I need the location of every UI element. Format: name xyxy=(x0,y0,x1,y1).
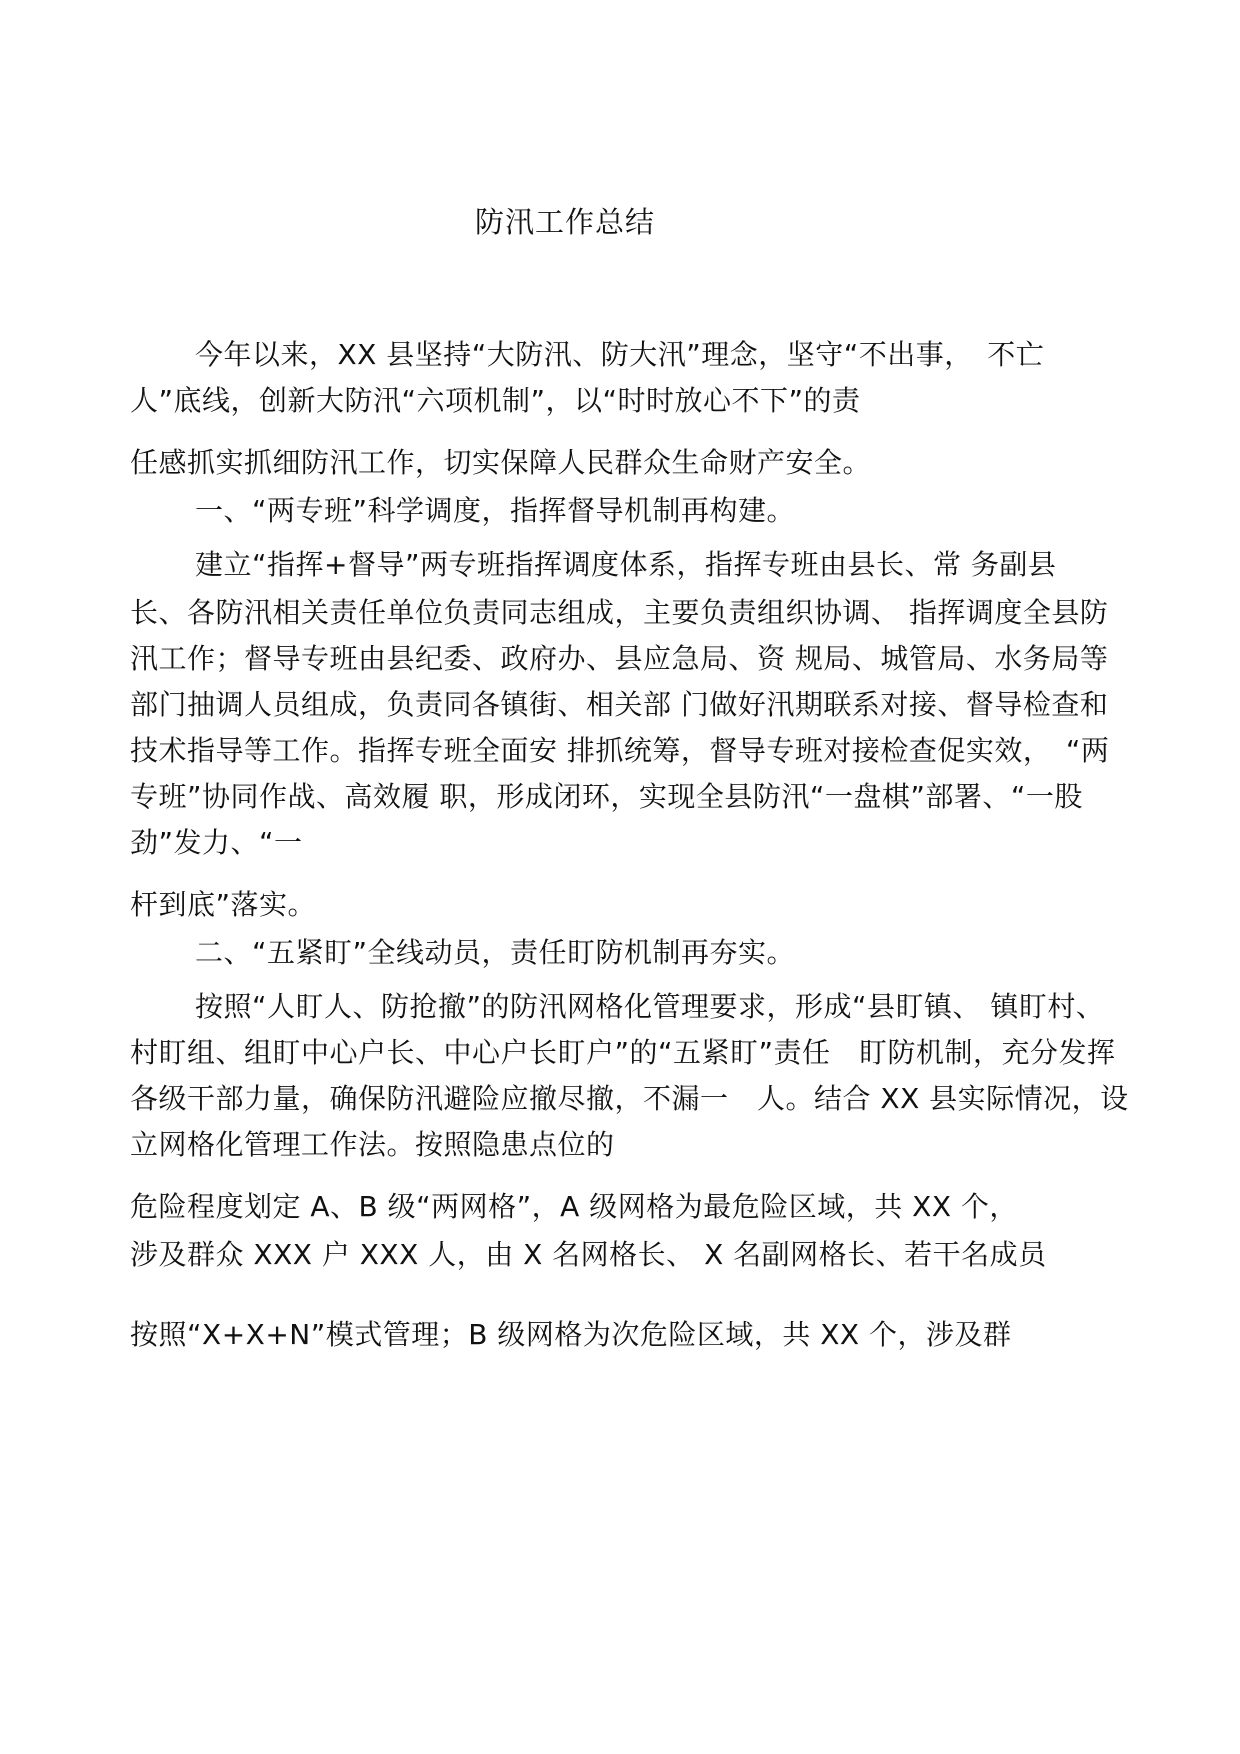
paragraph-line: 按照“人盯人、防抢撤”的防汛网格化管理要求，形成“县盯镇、 镇盯村、 xyxy=(195,990,1105,1023)
paragraph-line: 按照“X+X+N”模式管理；B 级网格为次危险区域，共 XX 个，涉及群 xyxy=(130,1318,1012,1351)
paragraph-line: 杆到底”落实。 xyxy=(130,888,317,921)
paragraph-line: 人”底线，创新大防汛“六项机制”，以“时时放心不下”的责 xyxy=(130,384,861,417)
paragraph-line: 任感抓实抓细防汛工作，切实保障人民群众生命财产安全。 xyxy=(130,446,872,479)
paragraph-line: 技术指导等工作。指挥专班全面安 排抓统筹，督导专班对接检查促实效， “两 xyxy=(130,734,1110,767)
paragraph-line: 部门抽调人员组成，负责同各镇街、相关部 门做好汛期联系对接、督导检查和 xyxy=(130,688,1109,721)
paragraph-line: 立网格化管理工作法。按照隐患点位的 xyxy=(130,1128,615,1161)
paragraph-line: 专班”协同作战、高效履 职，形成闭环，实现全县防汛“一盘棋”部署、“一股 xyxy=(130,780,1083,813)
section-heading: 一、“两专班”科学调度，指挥督导机制再构建。 xyxy=(195,494,796,527)
paragraph-line: 涉及群众 XXX 户 XXX 人，由 X 名网格长、 X 名副网格长、若干名成员 xyxy=(130,1238,1047,1271)
paragraph-line: 劲”发力、“一 xyxy=(130,826,303,859)
paragraph-line: 危险程度划定 A、B 级“两网格”，A 级网格为最危险区域，共 XX 个， xyxy=(130,1190,1018,1223)
paragraph-line: 建立“指挥+督导”两专班指挥调度体系，指挥专班由县长、常 务副县 xyxy=(195,548,1057,581)
paragraph-line: 长、各防汛相关责任单位负责同志组成，主要负责组织协调、 指挥调度全县防 xyxy=(130,596,1109,629)
paragraph-line: 今年以来，XX 县坚持“大防汛、防大汛”理念，坚守“不出事， 不亡 xyxy=(195,338,1045,371)
paragraph-line: 汛工作；督导专班由县纪委、政府办、县应急局、资 规局、城管局、水务局等 xyxy=(130,642,1109,675)
paragraph-line: 各级干部力量，确保防汛避险应撤尽撤，不漏一 人。结合 XX 县实际情况，设 xyxy=(130,1082,1129,1115)
document-title: 防汛工作总结 xyxy=(474,205,655,239)
paragraph-line: 村盯组、组盯中心户长、中心户长盯户”的“五紧盯”责任 盯防机制，充分发挥 xyxy=(130,1036,1116,1069)
section-heading: 二、“五紧盯”全线动员，责任盯防机制再夯实。 xyxy=(195,936,796,969)
